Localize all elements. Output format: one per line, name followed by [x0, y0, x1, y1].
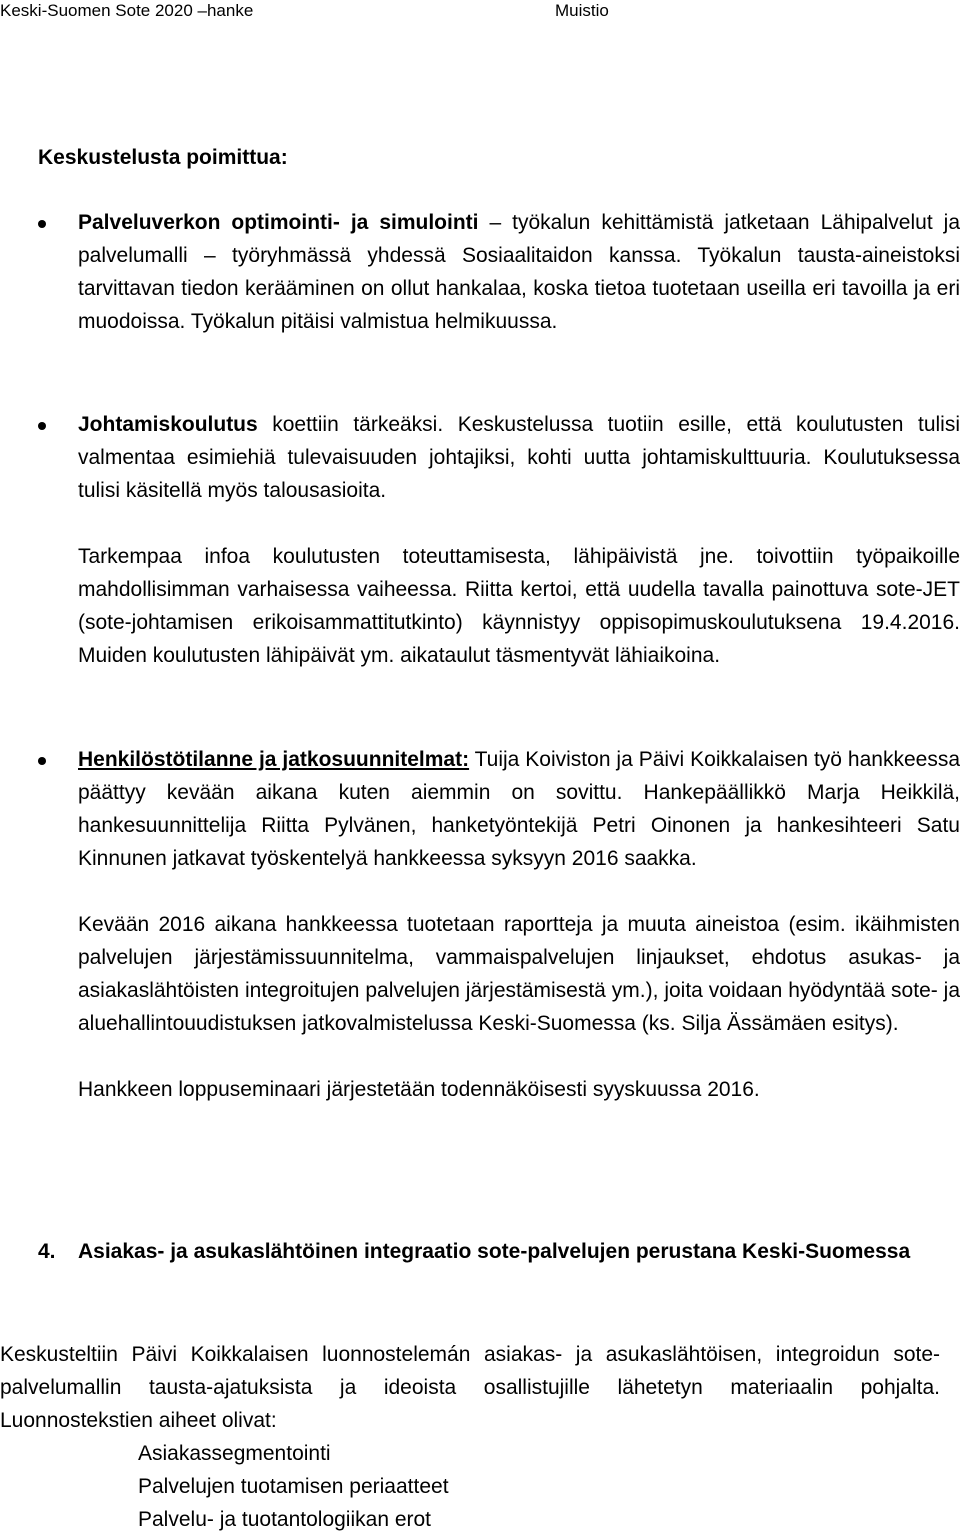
bullet-paragraph	[78, 206, 960, 338]
bullet-extra-paragraph: Hankkeen loppuseminaari järjestetään todennäköisesti syyskuussa 2016.	[78, 1078, 760, 1101]
bullet-item-henkilostotilanne	[78, 743, 960, 1106]
topic-list	[138, 1437, 449, 1536]
bullet-item-palveluverkko	[78, 206, 960, 338]
page-header	[0, 0, 960, 24]
section-heading: Keskustelusta poimittua:	[38, 146, 288, 169]
topic-item: Palvelujen tuotamisen periaatteet	[138, 1475, 449, 1498]
bullet-dot-icon	[38, 757, 46, 765]
bullet-dot-icon	[38, 422, 46, 430]
section-title: Asiakas- ja asukaslähtöinen integraatio sote-palvelujen perustana Keski-Suomessa	[78, 1240, 911, 1263]
bullet-paragraph	[78, 408, 960, 507]
bullet-dot-icon	[38, 220, 46, 228]
topic-item: Palvelu- ja tuotantologiikan erot	[138, 1508, 432, 1531]
bullet-extra-paragraph: Tarkempaa infoa koulutusten toteuttamisesta, lähipäivistä jne. toivottiin työpaikoille mahdollisimman varhaisessa vaiheessa. Riitta kertoi, että uudella tavalla painottuva sote-JET (sote-johtamisen erikoisammattitutkinto) käynnistyy oppisopimuskoulutuksena 19.4.2016. Muiden koulutusten lähipäivät ym. aikataulut täsmentyvät lähiaikoina.	[78, 545, 960, 667]
bullet-text: – työkalun kehittämistä jatketaan Lähipalvelut ja palvelumalli – työryhmässä yhdessä Sosiaalitaidon kanssa. Työkalun tausta-aineistoksi tarvittavan tiedon kerääminen on ollut hankalaa, koska tietoa tuotetaan useilla eri tavoilla ja eri muodoissa. Työkalun pitäisi valmistua helmikuussa.	[78, 211, 960, 333]
header-doc-type: Muistio	[555, 1, 609, 20]
bullet-text: Tuija Koiviston ja Päivi Koikkalaisen työ hankkeessa päättyy kevään aikana kuten aiemmin on sovittu. Hankepäällikkö Marja Heikkilä, hankesuunnittelija Riitta Pylvänen, hanketyöntekijä Petri Oinonen ja hankesihteeri Satu Kinnunen jatkavat työskentelyä hankkeessa syksyyn 2016 saakka.	[78, 748, 960, 870]
section-number: 4.	[38, 1240, 56, 1263]
bullet-lead: Henkilöstötilanne ja jatkosuunnitelmat:	[78, 748, 470, 771]
section-4-intro: Keskusteltiin Päivi Koikkalaisen luonnostelemán asiakas- ja asukaslähtöisen, integroidun sote-palvelumallin tausta-ajatuksista ja ideoista osallistujille lähetetyn materiaalin pohjalta. Luonnostekstien aiheet olivat:	[0, 1343, 940, 1432]
header-project-name: Keski-Suomen Sote 2020 –hanke	[0, 1, 254, 20]
bullet-paragraph	[78, 743, 960, 875]
bullet-lead: Johtamiskoulutus	[78, 413, 258, 436]
bullet-item-johtamiskoulutus	[78, 408, 960, 672]
bullet-lead: Palveluverkon optimointi- ja simulointi	[78, 211, 479, 234]
topic-item: Asiakassegmentointi	[138, 1442, 331, 1465]
bullet-extra-paragraph: Kevään 2016 aikana hankkeessa tuotetaan raportteja ja muuta aineistoa (esim. ikäihmisten palvelujen järjestämissuunnitelma, vammaispalvelujen linjaukset, ehdotus asukas- ja asiakaslähtöisten integroitujen palvelujen järjestämisestä ym.), joita voidaan hyödyntää sote- ja aluehallintouudistuksen jatkovalmistelussa Keski-Suomessa (ks. Silja Ässämäen esitys).	[78, 913, 960, 1035]
bullet-text: koettiin tärkeäksi. Keskustelussa tuotiin esille, että koulutusten tulisi valmentaa esimiehiä tulevaisuuden johtajiksi, kohti uutta johtamiskulttuuria. Koulutuksessa tulisi käsitellä myös talousasioita.	[78, 413, 960, 502]
